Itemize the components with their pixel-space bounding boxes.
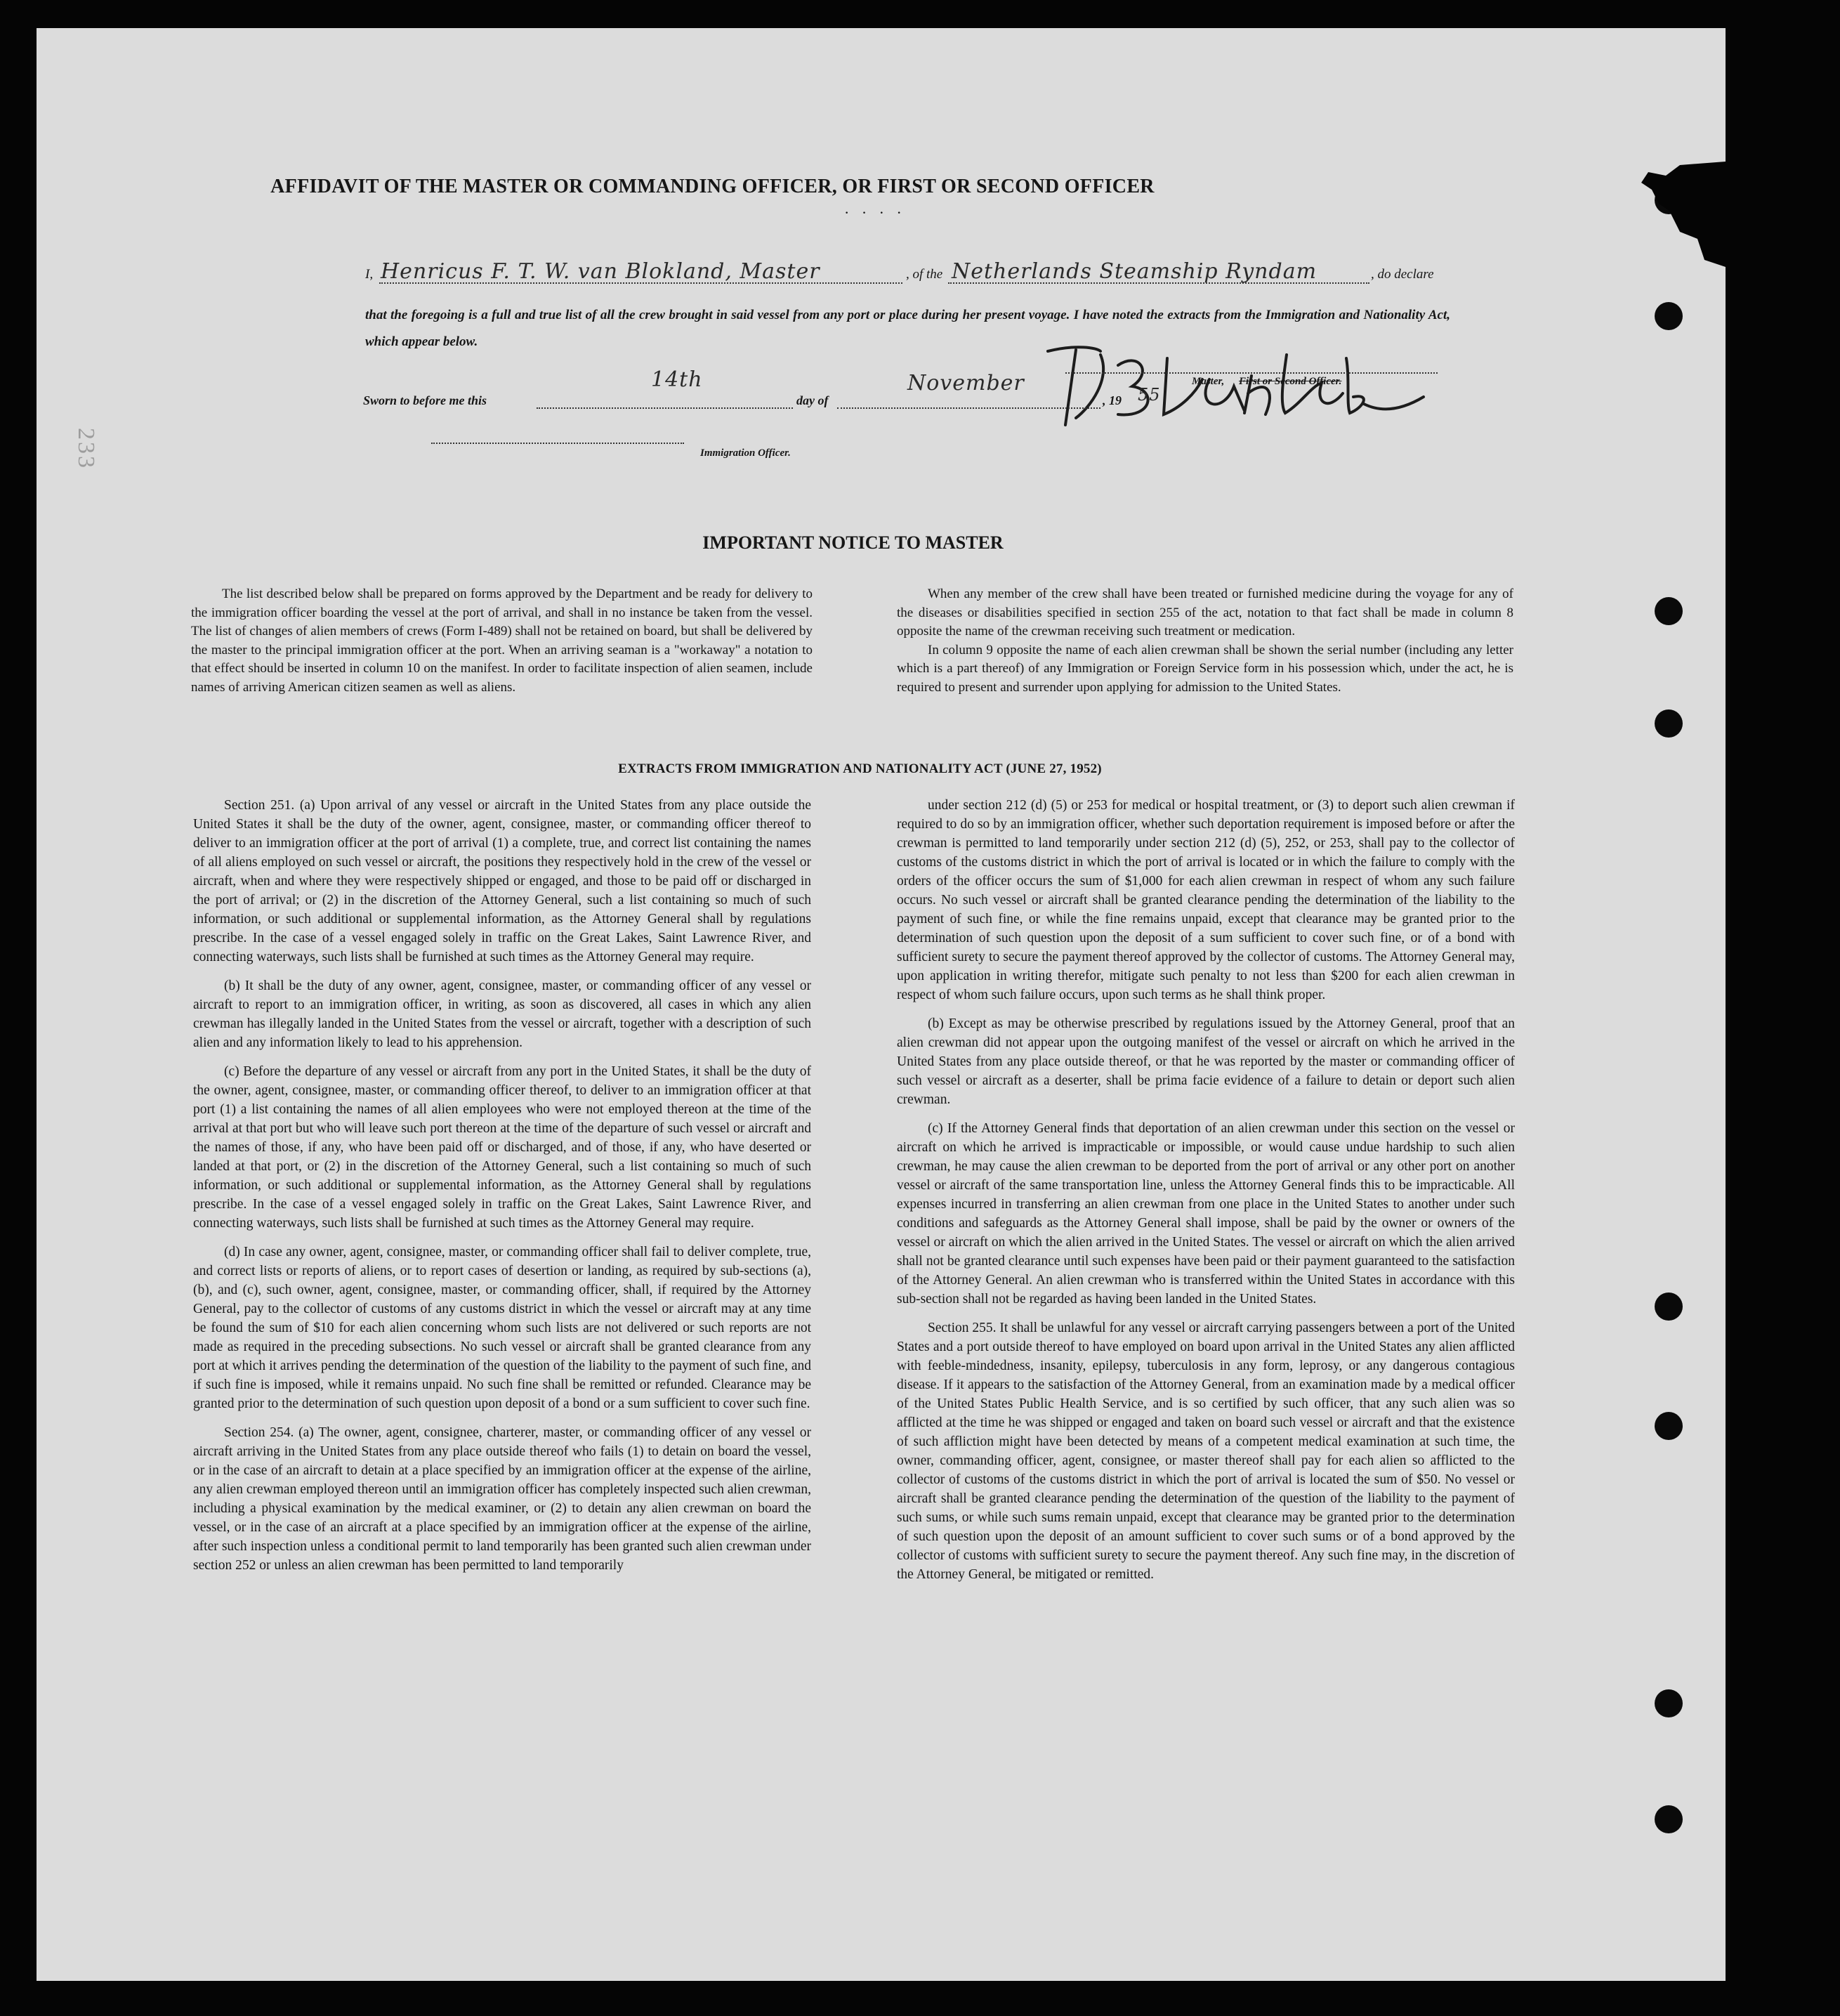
extract-paragraph: (c) If the Attorney General finds that deportation of an alien crewman under this section on the vessel or aircraft on which he arrived is impracticable or impossible, or would cause undue hardship to such alien crewman, he may cause the alien crewman to be deported from the port of arrival or any other port on another vessel or aircraft of the same transportation line, unless the Attorney General finds this to be impracticable. All expenses incurred in transferring an alien crewman from one place in the United States to another under such conditions and safeguards as the Attorney General shall impose, shall be paid by the owner or owners of the vessel or aircraft on which the alien arrived in the United States. The vessel or aircraft on which the alien arrived shall not be granted clearance until such expenses have been paid or their payment guaranteed to the satisfaction of the Attorney General. An alien crewman who is transferred within the United States in accordance with this sub-section shall not be regarded as having been landed in the United States. bbox=[897, 1121, 1515, 1307]
notice-right-column bbox=[897, 585, 1513, 697]
master-label: Master, bbox=[1192, 376, 1225, 387]
binder-hole bbox=[1655, 1689, 1683, 1717]
master-name-handwritten: Henricus F. T. W. van Blokland, Master bbox=[381, 259, 820, 284]
year-prefix: , 19 bbox=[1103, 393, 1122, 407]
notice-left-paragraph: The list described below shall be prepared on forms approved by the Department and be ready for delivery to the immigration officer boarding the vessel at the port of arrival, and shall in no instance be taken from the vessel. The list of changes of alien members of crews (Form I-489) shall not be retained on board, but shall be delivered by the master to the principal immigration officer at the port. When an arriving seaman is a "workaway" a notation to that effect should be inserted in column 10 on the manifest. In order to facilitate inspection of alien seamen, include names of arriving American citizen seamen as well as aliens. bbox=[191, 587, 813, 695]
sworn-day-handwritten: 14th bbox=[651, 367, 703, 392]
notice-right-paragraph: When any member of the crew shall have been treated or furnished medicine during the voyage for any of the diseases or disabilities specified in section 255 of the act, notation to that fact shall be made in column 8 opposite the name of the crewman receiving such treatment or medication. bbox=[897, 587, 1513, 639]
extracts-left-column bbox=[193, 796, 811, 1575]
side-stamp-number: 233 bbox=[73, 428, 99, 470]
extract-paragraph: (d) In case any owner, agent, consignee, master, or commanding officer shall fail to deliver complete, true, and correct lists or reports of aliens, or to report cases of desertion or landing, as required by sub-sections (a), (b), and (c), such owner, agent, consignee, master, or commanding officer, shall, if required by the Attorney General, pay to the collector of customs of any customs district in which the vessel or aircraft may at any time be found the sum of $10 for each alien concerning whom such lists are not delivered or such reports are not made as required in the preceding subsections. No such vessel or aircraft shall be granted clearance from any port at which it arrives pending the determination of the question of the liability to the payment of such fine, and if such fine is imposed, while it remains unpaid. No such fine shall be remitted or refunded. Clearance may be granted prior to the determination of such question upon deposit of a bond or a sum sufficient to cover such fine. bbox=[193, 1245, 811, 1411]
title-ornament: · · · · bbox=[844, 204, 906, 221]
binder-hole bbox=[1655, 1805, 1683, 1833]
declaration-line bbox=[365, 254, 1461, 285]
vessel-name-handwritten: Netherlands Steamship Ryndam bbox=[952, 259, 1317, 284]
binder-hole bbox=[1655, 597, 1683, 625]
do-declare-label: , do declare bbox=[1371, 267, 1434, 282]
extract-paragraph: under section 212 (d) (5) or 253 for medical or hospital treatment, or (3) to deport such alien crewman if required to do so by an immigration officer, whether such deportation requirement is imposed before or after the crewman is permitted to land temporarily under section 212 (d) (5), 252, or 253, shall pay to the collector of customs of the customs district in which the port of arrival is located or in which the failure to comply with the orders of the officer occurs the sum of $1,000 for each alien crewman in respect of whom any such failure occurs. No such vessel or aircraft shall be granted clearance pending the determination of the liability to the payment of such fine, or while the fine remains unpaid, except that clearance may be granted prior to the determination of such question upon the deposit of a sum sufficient to cover such fine, or of a bond with sufficient surety to secure the payment thereof approved by the collector of customs. The Attorney General may, upon application in writing therefor, mitigate such penalty to not less than $200 for each alien crewman in respect of whom such failure occurs, upon such terms as he shall think proper. bbox=[897, 798, 1515, 1002]
immigration-officer-label: Immigration Officer. bbox=[700, 447, 791, 459]
vessel-dotline bbox=[948, 282, 1369, 284]
declaration-prefix: I, bbox=[365, 267, 374, 282]
officer-dotline bbox=[431, 443, 684, 444]
affidavit-title: AFFIDAVIT OF THE MASTER OR COMMANDING OFFICER, OR FIRST OR SECOND OFFICER bbox=[270, 176, 1155, 197]
extract-paragraph: (b) It shall be the duty of any owner, agent, consignee, master, or commanding officer of any vessel or aircraft to report to an immigration officer, in writing, as soon as discovered, all cases in which any alien crewman has illegally landed in the United States from the vessel or aircraft, together with a description of such alien and any information likely to lead to his apprehension. bbox=[193, 978, 811, 1050]
extract-paragraph: Section 254. (a) The owner, agent, consignee, charterer, master, or commanding officer of any vessel or aircraft arriving in the United States from any place outside thereof who fails (1) to detain on board the vessel, or in the case of an aircraft to detain at a place specified by an immigration officer at the expense of the airline, any alien crewman employed thereon until an immigration officer has completely inspected such alien crewman, including a physical examination by the medical examiner, or (2) to detain any alien crewman on board the vessel, or in the case of an aircraft at a place specified by an immigration officer at the expense of the airline, after such inspection unless a conditional permit to land temporarily has been granted such alien crewman under section 252 or unless an alien crewman has been permitted to land temporarily bbox=[193, 1425, 811, 1573]
torn-edge-damage bbox=[1638, 162, 1726, 267]
day-of-label: day of bbox=[796, 393, 829, 407]
of-the-label: , of the bbox=[906, 267, 943, 282]
declaration-text: that the foregoing is a full and true list of all the crew brought in said vessel from any port or place during her present voyage. I have noted the extracts from the Immigration and Nationality Act, which appear below. bbox=[365, 308, 1450, 349]
extract-paragraph: (c) Before the departure of any vessel or aircraft from any port in the United States, it shall be the duty of the owner, agent, consignee, master, or commanding officer thereof, to deliver to an immigration officer at that port (1) a list containing the names of all alien employees who were not employed thereon at the time of the arrival at that port but who will leave such port thereon at the time of the departure of such vessel or aircraft and the names of those, if any, who have been paid off or discharged, and of those, if any, who have deserted or landed at that port, or (2) in the discretion of the Attorney General, such a list containing so much of such information, or such additional or supplemental information, as the Attorney General shall by regulations prescribe. In the case of a vessel engaged solely in traffic on the Great Lakes, Saint Lawrence River, and connecting waterways, such lists shall be furnished at such times as the Attorney General may require. bbox=[193, 1064, 811, 1231]
sworn-month-handwritten: November bbox=[907, 371, 1025, 395]
struck-officer-label: First or Second Officer. bbox=[1239, 376, 1342, 387]
notice-left-column bbox=[191, 585, 813, 697]
binder-hole bbox=[1655, 302, 1683, 330]
extracts-title: EXTRACTS FROM IMMIGRATION AND NATIONALITY ACT (JUNE 27, 1952) bbox=[618, 761, 1102, 776]
binder-hole bbox=[1655, 709, 1683, 738]
name-dotline bbox=[379, 282, 902, 284]
notice-right-paragraph: In column 9 opposite the name of each alien crewman shall be shown the serial number (including any letter which is a part thereof) of any Immigration or Foreign Service form in his possession which, under the act, he is required to present and surrender upon applying for admission to the United States. bbox=[897, 642, 1513, 695]
signature-dotline bbox=[1065, 372, 1438, 374]
extracts-right-column bbox=[897, 796, 1515, 1584]
master-signature bbox=[1034, 337, 1427, 436]
extract-paragraph: Section 251. (a) Upon arrival of any vessel or aircraft in the United States from any place outside the United States it shall be the duty of the owner, agent, consignee, master, or commanding officer thereof to deliver to an immigration officer at the port of arrival (1) a complete, true, and correct list containing the names of all aliens employed on such vessel or aircraft, the positions they respectively hold in the crew of the vessel or aircraft, when and where they were respectively shipped or engaged, and those to be paid off or discharged in the port of arrival; or (2) in the discretion of the Attorney General, such a list containing so much of such information, or such additional or supplemental information, as the Attorney General shall by regulations prescribe. In the case of a vessel engaged solely in traffic on the Great Lakes, Saint Lawrence River, and connecting waterways, such lists shall be furnished at such times as the Attorney General may require. bbox=[193, 798, 811, 964]
binder-hole bbox=[1655, 1412, 1683, 1440]
year-handwritten: 55 bbox=[1138, 385, 1161, 405]
sworn-label: Sworn to before me this bbox=[363, 393, 487, 407]
extract-paragraph: Section 255. It shall be unlawful for any vessel or aircraft carrying passengers between a port of the United States and a port outside thereof to have employed on board upon arrival in the United States any alien afflicted with feeble-mindedness, insanity, epilepsy, tuberculosis in any form, leprosy, or any dangerous contagious disease. If it appears to the satisfaction of the Attorney General, from an examination made by a medical officer of the United States Public Health Service, and is so certified by such officer, that any such alien was so afflicted at the time he was shipped or engaged and taken on board such vessel or aircraft and that the existence of such affliction might have been detected by means of a competent medical examination at such time, the owner, commanding officer, agent, consignee, or master thereof shall pay for each alien so afflicted to the collector of customs of the customs district in which the port of arrival is located the sum of $50. No vessel or aircraft shall be granted clearance pending the determination of the question of the liability to the payment of such sums, or while such sums remain unpaid, except that clearance may be granted prior to the determination of such question upon the deposit of an amount sufficient to cover such sums or of a bond approved by the collector of customs with sufficient surety to secure the payment thereof. Any such fine may, in the discretion of the Attorney General, be mitigated or remitted. bbox=[897, 1321, 1515, 1582]
document-page bbox=[37, 28, 1726, 1981]
extract-paragraph: (b) Except as may be otherwise prescribed by regulations issued by the Attorney General, proof that an alien crewman did not appear upon the outgoing manifest of the vessel or aircraft on which he arrived in the United States from any place outside thereof, or that he was reported by the master or commanding officer of such vessel or aircraft as a deserter, shall be prima facie evidence of a failure to detain or deport such alien crewman. bbox=[897, 1016, 1515, 1107]
binder-hole bbox=[1655, 1292, 1683, 1321]
notice-title: IMPORTANT NOTICE TO MASTER bbox=[702, 532, 1004, 553]
